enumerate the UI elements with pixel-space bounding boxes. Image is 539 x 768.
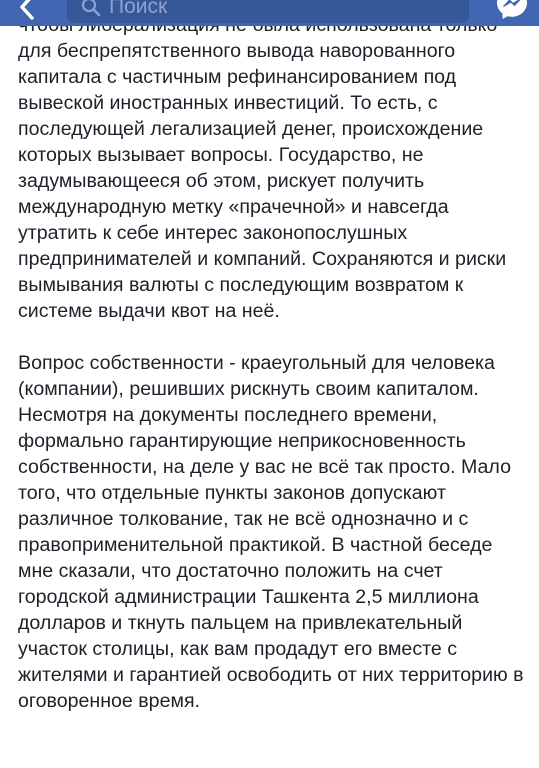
- search-placeholder: Поиск: [109, 0, 168, 18]
- paragraph-liberalization: для беспрепятственного вывода наворованного капитала с частичным рефинансированием под вывеской иностранных инвестиций. То есть, с последующей легализацией денег, происхождение которых вызывает вопросы. Государство, не задумывающееся об этом, рискует получить международную метку «прачечной» и навсегда утратить к себе интерес законопослушных предпринимателей и компаний. Сохраняются и риски вымывания валюты с последующим возвратом к системе выдачи квот на неё.: [18, 40, 507, 322]
- search-icon: [81, 0, 101, 17]
- search-input[interactable]: [67, 0, 469, 23]
- messenger-icon: [494, 0, 530, 22]
- top-navigation-bar: [0, 0, 539, 26]
- back-button[interactable]: [14, 0, 40, 20]
- messenger-button[interactable]: [494, 0, 530, 22]
- post-body: [18, 12, 530, 714]
- paragraph-property: Вопрос собственности - краеугольный для человека (компании), решивших рискнуть своим капиталом. Несмотря на документы последнего времени, формально гарантирующие неприкосновенность собственности, на деле у вас не всё так просто. Мало того, что отдельные пункты законов допускают различное толкование, так не всё однозначно и с правоприменительной практикой. В частной беседе мне сказали, что достаточно положить на счет городской администрации Ташкента 2,5 миллиона долларов и ткнуть пальцем на привлекательный участок столицы, как вам продадут его вместе с жителями и гарантией освободить от них территорию в оговоренное время.: [18, 352, 524, 712]
- chevron-left-icon: [19, 0, 35, 20]
